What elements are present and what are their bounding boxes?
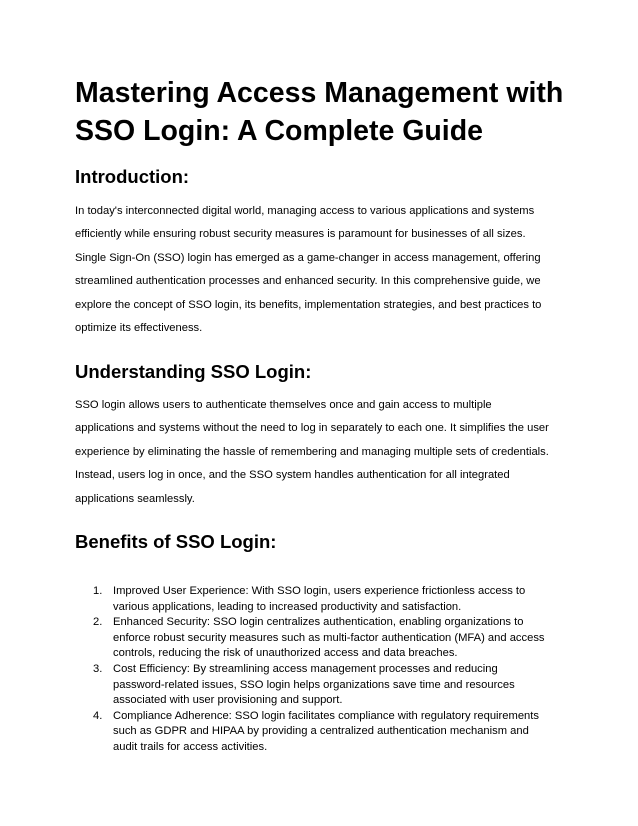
heading-benefits: Benefits of SSO Login: (75, 531, 277, 552)
paragraph-line: applications seamlessly. (75, 492, 195, 505)
list-item-line: Compliance Adherence: SSO login facilitates compliance with regulatory requirements (113, 709, 539, 722)
heading-introduction: Introduction: (75, 166, 190, 187)
paragraph-line: efficiently while ensuring robust security measures is paramount for businesses of all sizes. (75, 228, 526, 241)
list-item-line: password-related issues, SSO login helps organizations save time and resources (113, 678, 515, 691)
paragraph-line: applications and systems without the need to log in separately to each one. It simplifies the user (75, 422, 549, 435)
paragraph-line: explore the concept of SSO login, its benefits, implementation strategies, and best practices to (75, 298, 542, 311)
list-item-line: Cost Efficiency: By streamlining access management processes and reducing (113, 662, 498, 675)
paragraph-line: Instead, users log in once, and the SSO system handles authentication for all integrated (75, 469, 510, 482)
title-line: SSO Login: A Complete Guide (75, 115, 483, 147)
list-item-line: various applications, leading to increased productivity and satisfaction. (113, 600, 462, 613)
title-line: Mastering Access Management with (75, 77, 564, 109)
list-item-line: such as GDPR and HIPAA by providing a centralized authentication mechanism and (113, 725, 529, 738)
list-item-line: enforce robust security measures such as multi-factor authentication (MFA) and access (113, 631, 545, 644)
list-number: 3. (93, 662, 103, 675)
list-item-line: associated with user provisioning and support. (113, 694, 343, 707)
page-title (75, 74, 595, 150)
list-item (93, 709, 573, 756)
heading-understanding-sso: Understanding SSO Login: (75, 361, 312, 382)
list-item-line: audit trails for access activities. (113, 740, 268, 753)
list-number: 2. (93, 616, 103, 629)
paragraph-line: Single Sign-On (SSO) login has emerged as a game-changer in access management, offering (75, 251, 541, 264)
paragraph-understanding-sso (75, 394, 575, 511)
paragraph-line: SSO login allows users to authenticate themselves once and gain access to multiple (75, 399, 492, 411)
paragraph-line: optimize its effectiveness. (75, 322, 203, 335)
list-item-line: controls, reducing the risk of unauthorized access and data breaches. (113, 647, 458, 660)
paragraph-line: experience by eliminating the hassle of remembering and managing multiple sets of credentials. (75, 445, 549, 458)
list-number: 4. (93, 709, 103, 722)
list-item-line: Enhanced Security: SSO login centralizes authentication, enabling organizations to (113, 616, 524, 629)
list-item (93, 615, 573, 662)
list-number: 1. (93, 585, 103, 597)
benefits-list (93, 584, 573, 756)
paragraph-introduction (75, 200, 575, 340)
list-item (93, 662, 573, 709)
paragraph-line: In today's interconnected digital world, managing access to various applications and systems (75, 205, 535, 217)
paragraph-line: streamlined authentication processes and enhanced security. In this comprehensive guide, we (75, 275, 541, 288)
list-item-line: Improved User Experience: With SSO login, users experience frictionless access to (113, 585, 526, 597)
list-item (93, 584, 573, 615)
